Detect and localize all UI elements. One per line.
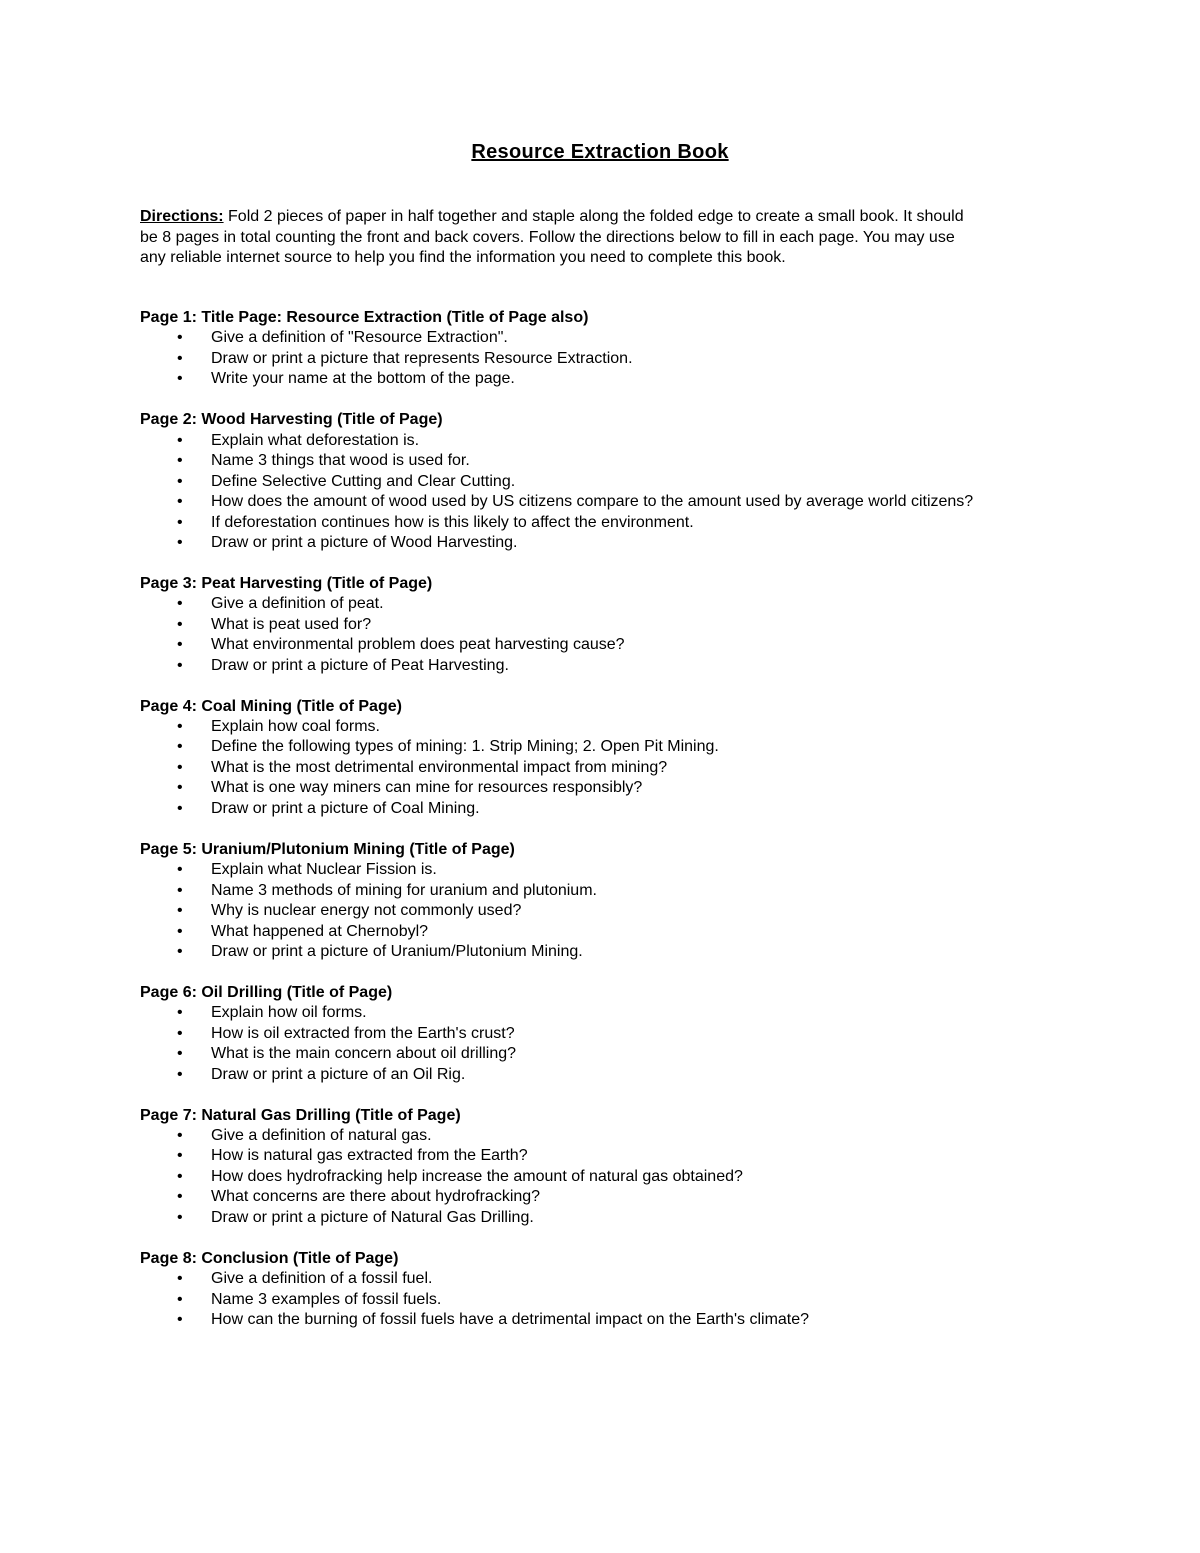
list-item [140,431,1100,451]
list-item [140,533,1100,553]
list-item-text: What happened at Chernobyl? [211,922,429,940]
list-item-text: If deforestation continues how is this likely to affect the environment. [211,513,694,531]
bullet-icon: • [177,636,183,654]
list-item [140,1269,1100,1289]
bullet-list [140,431,1100,554]
list-item [140,1167,1100,1187]
bullet-icon: • [177,329,183,347]
bullet-icon: • [177,1290,183,1308]
bullet-icon: • [177,922,183,940]
bullet-icon: • [177,656,183,674]
directions-line: be 8 pages in total counting the front and back covers. Follow the directions below to fill in each page. You may use [140,228,955,246]
bullet-icon: • [177,370,183,388]
list-item [140,1126,1100,1146]
list-item [140,1044,1100,1064]
directions-text: Fold 2 pieces of paper in half together and staple along the folded edge to create a small book. It should [228,208,964,225]
section-page-6 [140,983,1100,1085]
list-item-text: Give a definition of peat. [211,595,384,613]
list-item [140,860,1100,880]
list-item [140,472,1100,492]
list-item [140,942,1100,962]
list-item-text: What is one way miners can mine for resources responsibly? [211,779,643,797]
list-item [140,328,1100,348]
section-page-3 [140,574,1100,676]
list-item-text: How does the amount of wood used by US citizens compare to the amount used by average world citizens? [211,493,974,511]
list-item-text: Why is nuclear energy not commonly used? [211,902,522,920]
bullet-icon: • [177,1127,183,1145]
list-item [140,778,1100,798]
list-item-text: Define the following types of mining: 1. Strip Mining; 2. Open Pit Mining. [211,738,719,756]
list-item-text: Give a definition of natural gas. [211,1127,432,1145]
bullet-icon: • [177,1045,183,1063]
directions-label: Directions: [140,208,224,225]
section-heading: Page 8: Conclusion (Title of Page) [140,1249,399,1267]
list-item-text: How is natural gas extracted from the Earth? [211,1147,528,1165]
list-item [140,492,1100,512]
section-heading: Page 4: Coal Mining (Title of Page) [140,697,402,715]
list-item [140,1208,1100,1228]
section-heading: Page 2: Wood Harvesting (Title of Page) [140,411,443,429]
list-item-text: Draw or print a picture of Peat Harvesting. [211,656,509,674]
list-item-text: Name 3 things that wood is used for. [211,452,470,470]
bullet-icon: • [177,472,183,490]
list-item [140,451,1100,471]
section-page-4 [140,697,1100,820]
title-text: Resource Extraction Book [471,141,729,163]
list-item [140,737,1100,757]
list-item [140,615,1100,635]
bullet-icon: • [177,595,183,613]
bullet-icon: • [177,1004,183,1022]
list-item [140,513,1100,533]
bullet-icon: • [177,1311,183,1329]
bullet-icon: • [177,452,183,470]
section-page-7 [140,1106,1100,1229]
bullet-list [140,717,1100,819]
section-page-5 [140,840,1100,963]
directions-line [140,207,1100,228]
section-heading: Page 5: Uranium/Plutonium Mining (Title of Page) [140,840,515,858]
bullet-icon: • [177,1188,183,1206]
list-item-text: Draw or print a picture of Wood Harvesting. [211,533,518,551]
list-item [140,1003,1100,1023]
section-heading: Page 6: Oil Drilling (Title of Page) [140,983,393,1001]
bullet-list [140,1269,1100,1330]
bullet-icon: • [177,1167,183,1185]
bullet-list [140,328,1100,389]
list-item [140,922,1100,942]
list-item-text: Give a definition of "Resource Extraction". [211,329,508,347]
list-item-text: Explain how coal forms. [211,718,380,736]
list-item-text: What concerns are there about hydrofracking? [211,1188,541,1206]
list-item [140,369,1100,389]
section-heading: Page 3: Peat Harvesting (Title of Page) [140,574,433,592]
list-item-text: Name 3 examples of fossil fuels. [211,1290,442,1308]
list-item [140,1065,1100,1085]
bullet-icon: • [177,1065,183,1083]
list-item-text: Define Selective Cutting and Clear Cutting. [211,472,516,490]
list-item-text: Give a definition of a fossil fuel. [211,1270,433,1288]
bullet-icon: • [177,513,183,531]
bullet-icon: • [177,738,183,756]
list-item-text: What is the most detrimental environmental impact from mining? [211,758,668,776]
list-item-text: How does hydrofracking help increase the amount of natural gas obtained? [211,1167,743,1185]
list-item [140,349,1100,369]
list-item [140,881,1100,901]
list-item-text: What is the main concern about oil drilling? [211,1045,517,1063]
bullet-icon: • [177,1208,183,1226]
document-title [0,141,1200,164]
list-item-text: How is oil extracted from the Earth's crust? [211,1024,515,1042]
list-item [140,1024,1100,1044]
directions-paragraph [140,207,1100,269]
bullet-list [140,1126,1100,1228]
bullet-icon: • [177,493,183,511]
list-item-text: Draw or print a picture of Coal Mining. [211,799,480,817]
bullet-icon: • [177,799,183,817]
list-item [140,1187,1100,1207]
list-item-text: What environmental problem does peat harvesting cause? [211,636,625,654]
list-item [140,1290,1100,1310]
list-item [140,635,1100,655]
list-item-text: Draw or print a picture of Uranium/Plutonium Mining. [211,942,583,960]
bullet-icon: • [177,881,183,899]
list-item [140,799,1100,819]
list-item-text: Draw or print a picture of an Oil Rig. [211,1065,466,1083]
bullet-icon: • [177,533,183,551]
bullet-icon: • [177,1270,183,1288]
list-item-text: Explain what Nuclear Fission is. [211,861,437,879]
page-sections [140,308,1100,1351]
directions-line: any reliable internet source to help you find the information you need to complete this book. [140,249,786,267]
bullet-icon: • [177,615,183,633]
section-page-2 [140,410,1100,553]
list-item-text: Write your name at the bottom of the page. [211,370,515,388]
section-heading: Page 1: Title Page: Resource Extraction (Title of Page also) [140,309,589,326]
list-item [140,901,1100,921]
bullet-icon: • [177,942,183,960]
list-item-text: Explain what deforestation is. [211,431,420,449]
list-item-text: Explain how oil forms. [211,1004,367,1022]
list-item [140,1146,1100,1166]
bullet-icon: • [177,758,183,776]
bullet-icon: • [177,718,183,736]
bullet-icon: • [177,1024,183,1042]
bullet-icon: • [177,861,183,879]
list-item-text: Draw or print a picture of Natural Gas Drilling. [211,1208,534,1226]
bullet-list [140,1003,1100,1085]
section-page-8 [140,1249,1100,1331]
section-heading: Page 7: Natural Gas Drilling (Title of Page) [140,1106,461,1124]
list-item [140,656,1100,676]
bullet-icon: • [177,1147,183,1165]
list-item [140,1310,1100,1330]
list-item-text: What is peat used for? [211,615,372,633]
list-item [140,717,1100,737]
list-item [140,594,1100,614]
bullet-icon: • [177,902,183,920]
list-item-text: Name 3 methods of mining for uranium and plutonium. [211,881,597,899]
bullet-list [140,594,1100,676]
list-item [140,758,1100,778]
bullet-icon: • [177,431,183,449]
bullet-list [140,860,1100,962]
section-page-1 [140,308,1100,390]
list-item-text: Draw or print a picture that represents Resource Extraction. [211,349,633,367]
bullet-icon: • [177,779,183,797]
list-item-text: How can the burning of fossil fuels have a detrimental impact on the Earth's climate? [211,1311,810,1329]
bullet-icon: • [177,349,183,367]
